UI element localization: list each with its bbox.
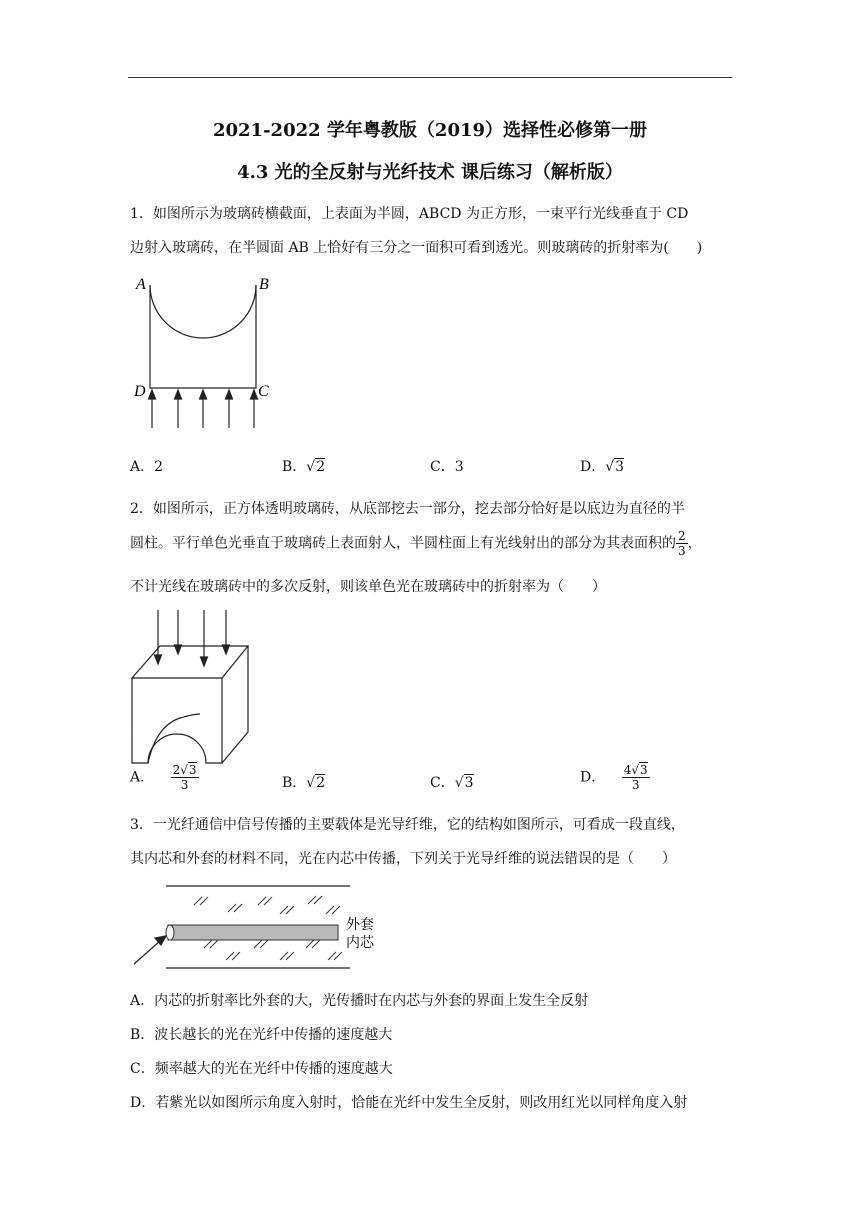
q3-stem-line1: 3．一光纤通信中信号传播的主要载体是光导纤维，它的结构如图所示，可看成一段直线， xyxy=(130,817,685,833)
q3-label-inner: 内芯 xyxy=(346,935,374,951)
page-title: 2021-2022 学年粤教版（2019）选择性必修第一册 xyxy=(212,120,648,141)
page-subtitle: 4.3 光的全反射与光纤技术 课后练习（解析版） xyxy=(237,162,623,183)
q1-semicircle xyxy=(150,285,256,338)
q2-top-face xyxy=(132,646,248,678)
q3-hatch-bottom xyxy=(204,940,342,960)
q1-label-d: D xyxy=(134,383,146,400)
q3-core-end xyxy=(166,925,174,940)
q3-inner-core xyxy=(168,925,338,940)
q2-option-d[interactable]: D． $\frac{4√3}{3}$ xyxy=(580,763,648,792)
q1-stem-line2: 边射入玻璃砖，在半圆面 AB 上恰好有三分之一面积可看到透光。则玻璃砖的折射率为( ) xyxy=(130,240,703,256)
q3-stem-line2: 其内芯和外套的材料不同，光在内芯中传播，下列关于光导纤维的说法错误的是（ ） xyxy=(130,851,676,867)
q3-option-a[interactable]: A．内芯的折射率比外套的大，光传播时在内芯与外套的界面上发生全反射 xyxy=(130,993,589,1009)
q1-stem-line1: 1．如图所示为玻璃砖横截面，上表面为半圆，ABCD 为正方形，一束平行光线垂直于 CD xyxy=(130,206,689,222)
q2-stem-line3: 不计光线在玻璃砖中的多次反射，则该单色光在玻璃砖中的折射率为（ ） xyxy=(130,579,606,595)
q1-label-b: B xyxy=(259,276,269,293)
q2-side-face xyxy=(222,646,248,763)
q2-stem-line1: 2．如图所示，正方体透明玻璃砖，从底部挖去一部分，挖去部分恰好是以底边为直径的半 xyxy=(130,501,685,517)
q3-incident-ray xyxy=(134,936,166,964)
q1-label-c: C xyxy=(258,383,269,400)
q1-option-b[interactable]: B．√2 xyxy=(282,459,326,475)
q2-front-face xyxy=(132,678,222,763)
q2-arrows xyxy=(155,610,230,666)
q2-option-b[interactable]: B．√2 xyxy=(282,775,326,791)
header-rule xyxy=(128,77,732,78)
q3-option-d[interactable]: D．若紫光以如图所示角度入射时，恰能在光纤中发生全反射，则改用红光以同样角度入射 xyxy=(130,1095,688,1111)
q1-option-c[interactable]: C．3 xyxy=(430,459,464,475)
q1-option-a[interactable]: A．2 xyxy=(130,459,164,475)
q1-figure xyxy=(130,270,280,432)
q1-label-a: A xyxy=(136,276,146,293)
q1-glass-outline xyxy=(150,285,256,388)
q2-stem-line2: 圆柱。平行单色光垂直于玻璃砖上表面射人，半圆柱面上有光线射出的部分为其表面积的 $\frac{2}{3}$ ， xyxy=(130,529,702,558)
q1-arrows xyxy=(149,390,258,428)
q3-option-c[interactable]: C．频率越大的光在光纤中传播的速度越大 xyxy=(130,1061,393,1077)
q1-option-d[interactable]: D．√3 xyxy=(580,459,625,475)
q2-option-a[interactable]: A． $\frac{2√3}{3}$ xyxy=(130,763,197,792)
q3-figure xyxy=(130,880,390,975)
q2-option-c[interactable]: C．√3 xyxy=(430,775,474,791)
q2-fraction: $\frac{2}{3}$ xyxy=(678,529,686,558)
q3-option-b[interactable]: B．波长越长的光在光纤中传播的速度越大 xyxy=(130,1027,393,1043)
q2-figure xyxy=(130,608,255,768)
q3-hatch-top xyxy=(194,896,340,914)
q3-label-outer: 外套 xyxy=(346,917,374,933)
